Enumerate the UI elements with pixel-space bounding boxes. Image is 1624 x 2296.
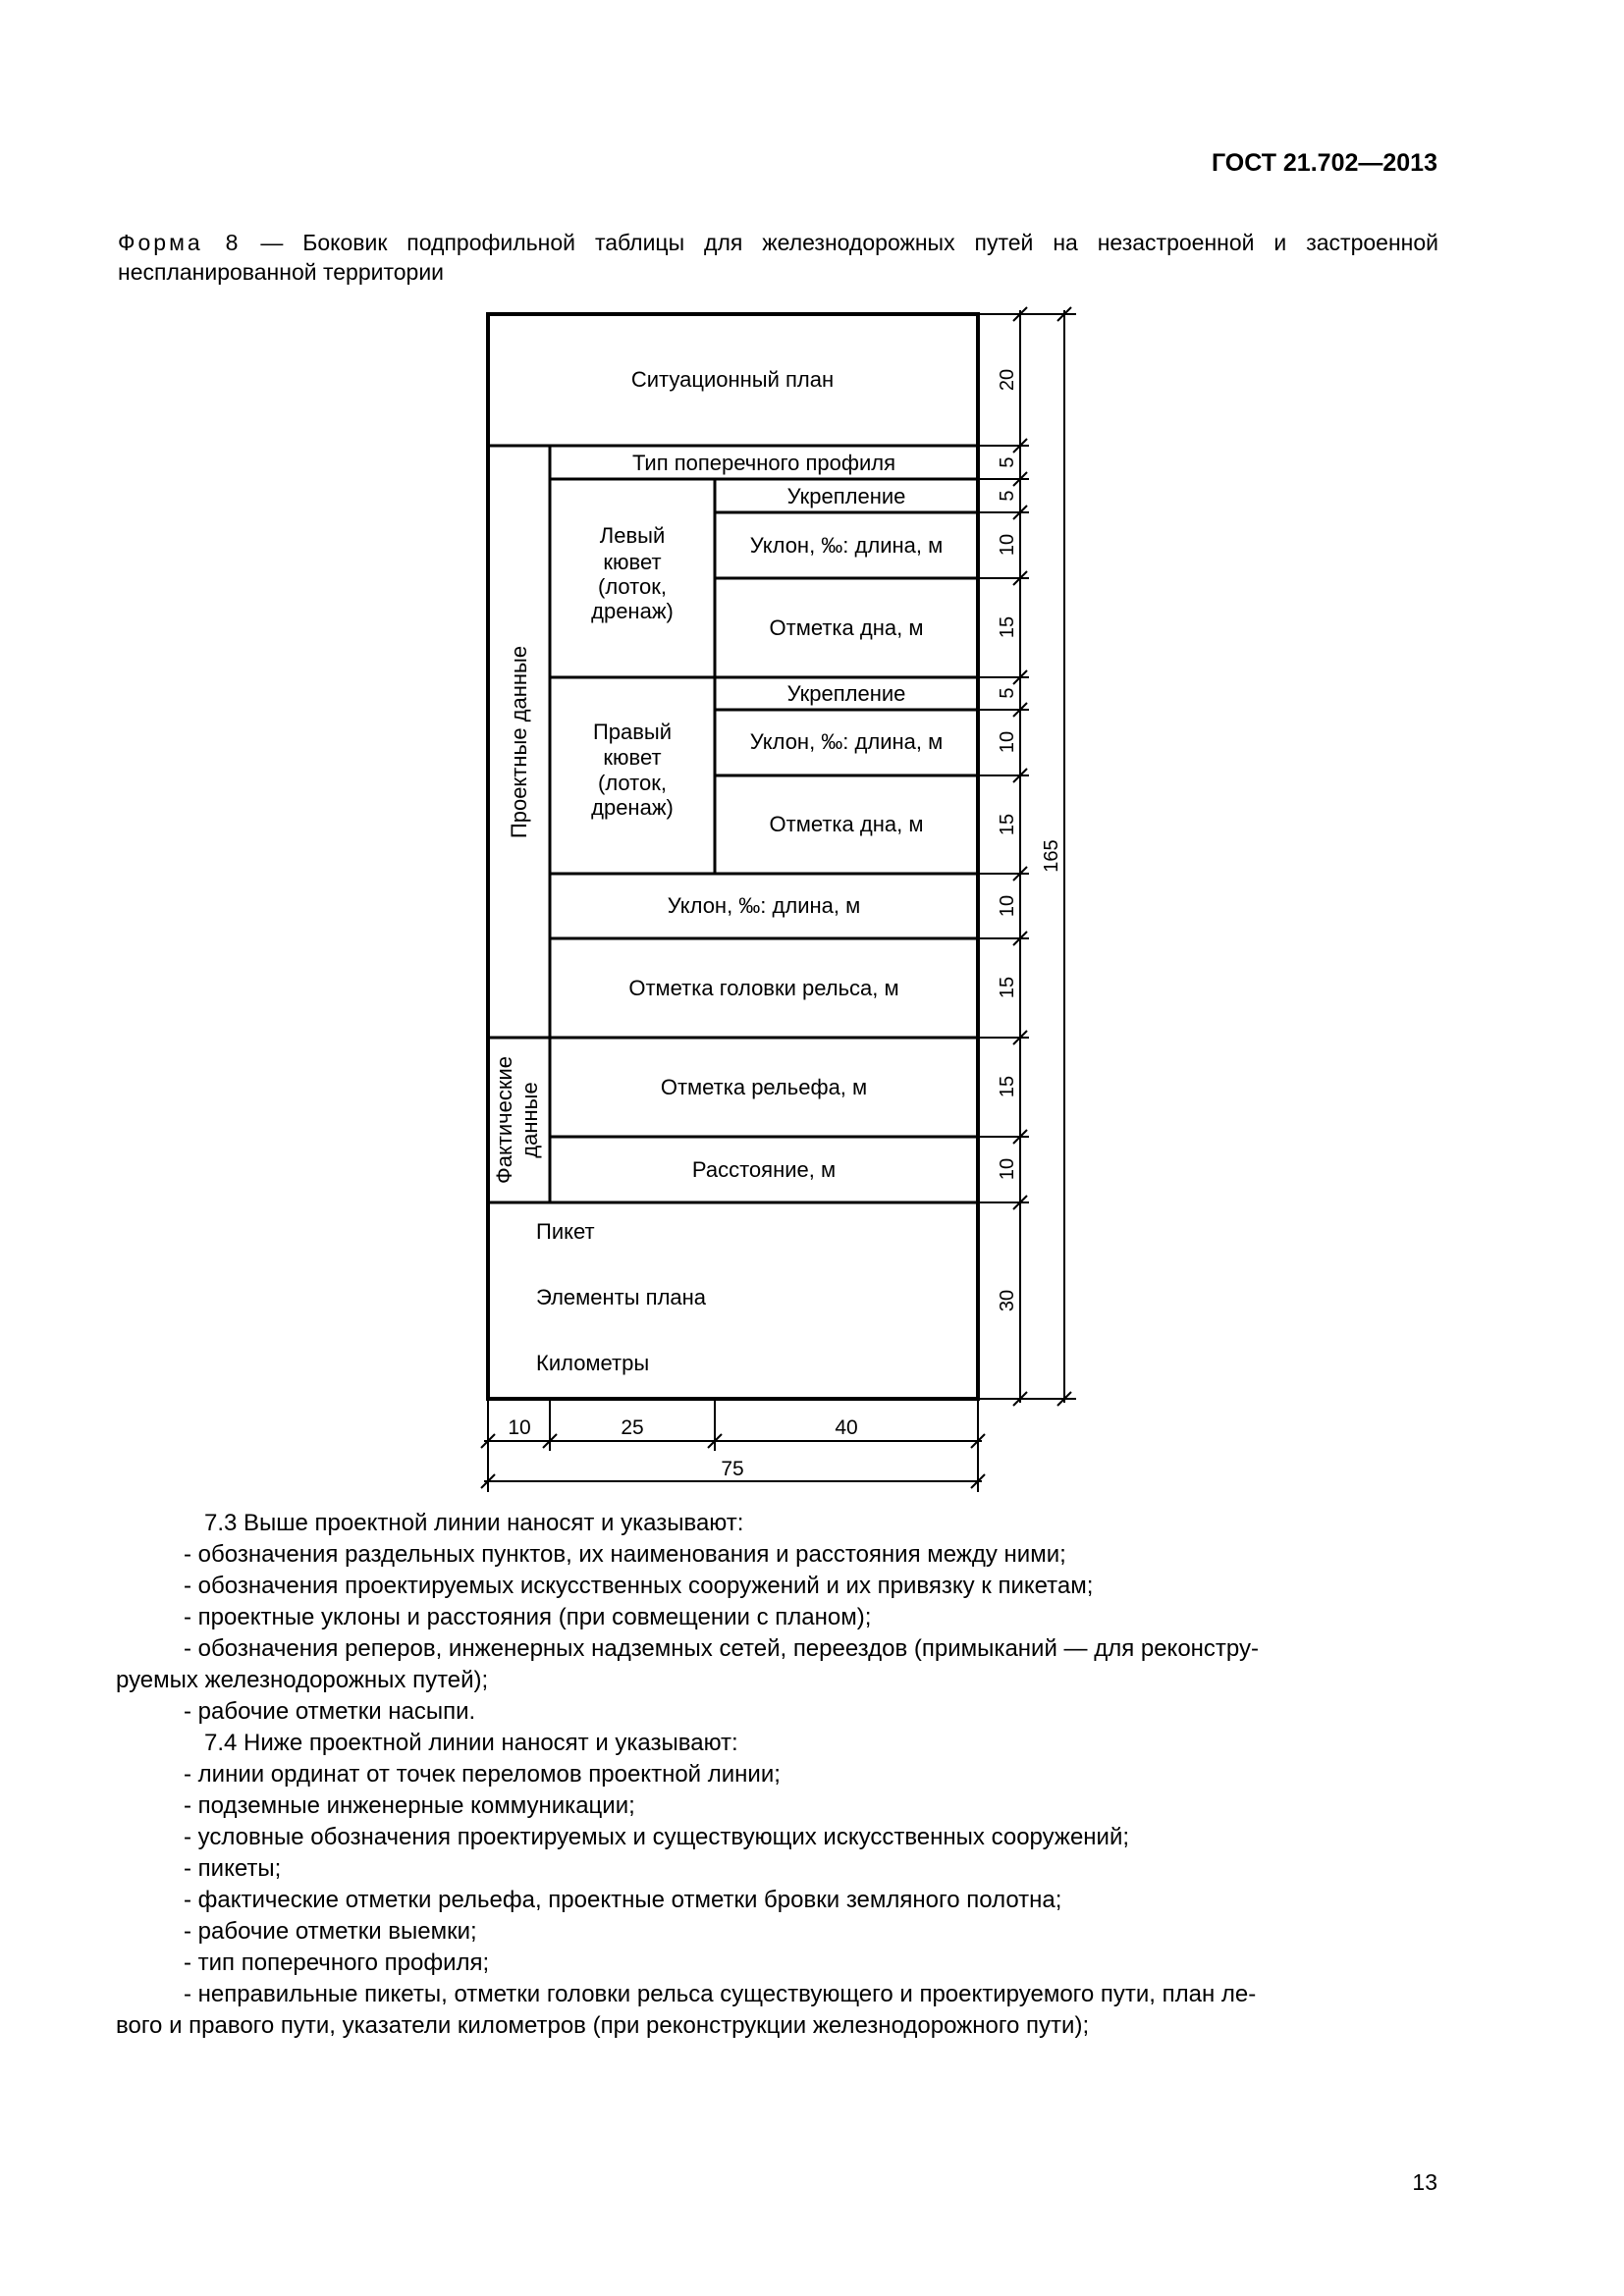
list-item: - тип поперечного профиля; [184,1949,490,1976]
distance-label: Расстояние, м [691,1157,837,1182]
row-height: 30 [997,1289,1018,1312]
row-height: 10 [997,730,1018,754]
left-bottom-mark-label: Отметка дна, м [769,615,924,640]
row-height: 10 [997,533,1018,557]
right-ditch-line-4: дренаж) [591,795,674,820]
list-item: - подземные инженерные коммуникации; [184,1792,635,1819]
row-height: 10 [997,1157,1018,1181]
picket-label: Пикет [536,1219,595,1244]
right-ditch-label [591,720,674,820]
left-ditch-line-4: дренаж) [591,599,674,623]
right-ditch-line-3: (лоток, [598,771,667,795]
rail-head-mark-label: Отметка головки рельса, м [628,976,899,1000]
list-item: - рабочие отметки насыпи. [184,1698,476,1725]
left-ditch-label [591,523,674,623]
plan-elements-label: Элементы плана [536,1285,707,1309]
left-ditch-line-2: кювет [603,550,662,574]
total-height: 165 [1041,839,1062,873]
row-height: 10 [997,894,1018,918]
left-slope-label: Уклон, ‰: длина, м [749,533,944,558]
page-number: 13 [1412,2169,1437,2195]
section-7-3-heading: 7.3 Выше проектной линии наносят и указывают: [204,1510,744,1536]
right-bottom-mark-label: Отметка дна, м [769,812,924,836]
list-item: - проектные уклоны и расстояния (при совмещении с планом); [184,1604,872,1630]
list-item: - рабочие отметки выемки; [184,1918,477,1945]
right-ditch-line-1: Правый [592,720,673,744]
row-height: 5 [997,456,1018,468]
row-height: 5 [997,490,1018,502]
column-width: 40 [835,1416,858,1439]
row-height: 5 [997,687,1018,699]
cross-profile-type-label: Тип поперечного профиля [631,451,896,475]
list-item: - обозначения проектируемых искусственных сооружений и их привязку к пикетам; [184,1573,1094,1599]
list-item: - неправильные пикеты, отметки головки рельса существующего и проектируемого пути, план ле- [184,1981,1257,2007]
slope-length-label: Уклон, ‰: длина, м [667,893,861,918]
caption-text: — Боковик подпрофильной таблицы для железнодорожных путей на незастроенной и застроенной неспланированной территории [118,230,1438,285]
list-item: - линии ординат от точек переломов проектной линии; [184,1761,781,1788]
list-item-continuation: руемых железнодорожных путей); [116,1667,489,1693]
right-reinforcement-label: Укрепление [786,681,906,706]
body-text [116,1508,1439,2042]
relief-mark-label: Отметка рельефа, м [660,1075,868,1099]
column-width: 10 [508,1416,531,1439]
right-slope-label: Уклон, ‰: длина, м [749,729,944,754]
list-item-continuation: вого и правого пути, указатели километров (при реконструкции железнодорожного пути); [116,2012,1090,2039]
row-height: 15 [997,813,1018,836]
left-reinforcement-label: Укрепление [786,484,906,508]
column-width: 25 [621,1416,644,1439]
list-item: - фактические отметки рельефа, проектные отметки бровки земляного полотна; [184,1887,1062,1913]
list-item: - обозначения реперов, инженерных надземных сетей, переездов (примыканий — для реконстру- [184,1635,1259,1662]
actual-data-label-line-1: Фактические [492,1055,516,1185]
kilometers-label: Километры [536,1351,650,1375]
row-height: 15 [997,976,1018,999]
row-height: 15 [997,1075,1018,1098]
row-height: 15 [997,615,1018,639]
list-item: - условные обозначения проектируемых и существующих искусственных сооружений; [184,1824,1130,1850]
list-item: - пикеты; [184,1855,282,1882]
left-ditch-line-3: (лоток, [598,574,667,599]
form-label: Форма 8 [118,230,242,255]
situational-plan-label: Ситуационный план [630,367,835,392]
left-ditch-line-1: Левый [599,523,666,548]
section-7-4-heading: 7.4 Ниже проектной линии наносят и указывают: [204,1730,738,1756]
total-width: 75 [721,1458,744,1480]
document-code: ГОСТ 21.702—2013 [1211,149,1437,177]
list-item: - обозначения раздельных пунктов, их наименования и расстояния между ними; [184,1541,1066,1568]
design-data-label: Проектные данные [507,645,531,839]
row-height: 20 [997,368,1018,392]
right-ditch-line-2: кювет [603,745,662,770]
actual-data-label-line-2: данные [517,1082,542,1158]
